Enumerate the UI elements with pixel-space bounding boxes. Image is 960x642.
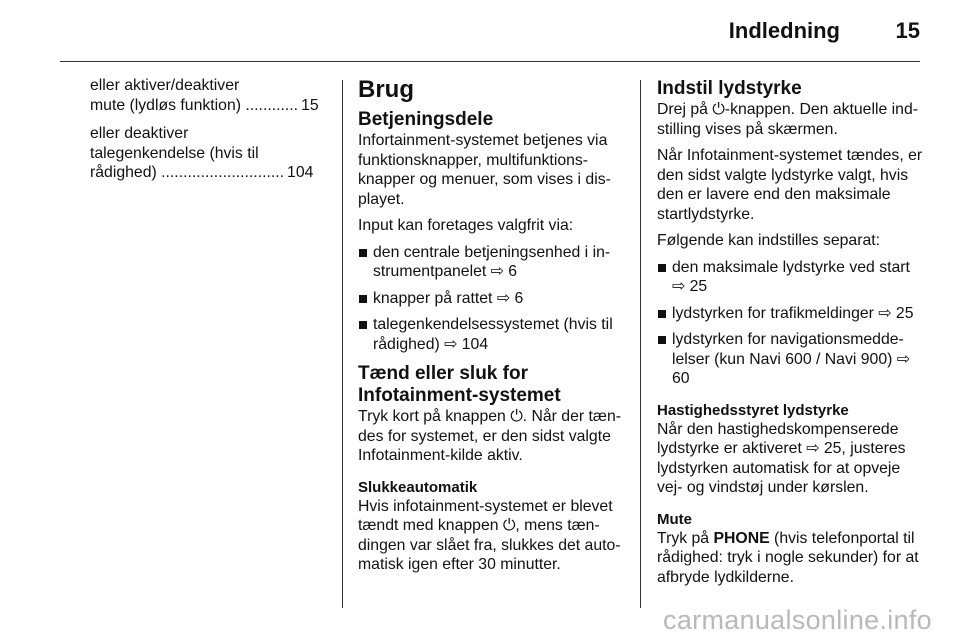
- auto-off-paragraph: Hvis infotainment-systemet er blevet tændt med knappen ⏻, mens tæn-dingen var slået fra, slukkes det auto-matisk igen efter 30 minutter.: [358, 497, 621, 573]
- controls-heading: Betjeningsdele: [358, 109, 494, 130]
- list-item: lydstyrken for trafikmeldinger ⇨ 25: [657, 304, 923, 324]
- list-item: knapper på rattet ⇨ 6: [358, 289, 623, 309]
- mute-text-post: (hvis telefonportal til rådighed: tryk i nogle sekunder) for at afbryde lydkilderne.: [657, 529, 919, 586]
- volume-heading: Indstil lydstyrke: [657, 78, 802, 99]
- index-entry-row: [90, 96, 325, 116]
- volume-paragraph-2: Når Infotainment-systemet tændes, er den sidst valgte lydstyrke valgt, hvis den er lavere end den maksimale startlydstyrke.: [657, 147, 923, 223]
- index-entry-page: 15: [301, 96, 319, 114]
- input-paragraph: Input kan foretages valgfrit via:: [358, 217, 574, 234]
- column-divider-2: [640, 80, 641, 608]
- index-column: [90, 76, 325, 183]
- index-entry-line: eller deaktiver: [90, 125, 189, 142]
- index-entry-label: mute (lydløs funktion) ............: [90, 96, 299, 114]
- page-number: 15: [895, 18, 920, 43]
- mute-text-pre: Tryk på: [657, 529, 714, 547]
- power-heading: Tænd eller sluk for Infotainment-systemet: [358, 363, 561, 406]
- section-title: Brug: [358, 76, 414, 103]
- list-item: talegenkendelsessystemet (hvis til rådighed) ⇨ 104: [358, 315, 623, 354]
- index-entry-mute: [90, 76, 325, 115]
- list-item: den centrale betjeningsenhed i in-strumentpanelet ⇨ 6: [358, 243, 623, 282]
- phone-key-label: PHONE: [713, 529, 770, 547]
- list-item: lydstyrken for navigationsmedde-lelser (kun Navi 600 / Navi 900) ⇨ 60: [657, 330, 923, 389]
- column-divider-1: [342, 80, 343, 608]
- mute-heading: Mute: [657, 510, 692, 528]
- index-entry-row: [90, 163, 325, 183]
- power-paragraph: Tryk kort på knappen ⏻. Når der tæn-des for systemet, er den sidst valgte Infotainment-kilde aktiv.: [358, 408, 622, 464]
- chapter-title: Indledning: [728, 18, 840, 43]
- speed-volume-paragraph: Når den hastighedskompenserede lydstyrke er aktiveret ⇨ 25, justeres lydstyrken automatisk for at opveje vej- og vindstøj under kørslen.: [657, 420, 906, 496]
- watermark: carmanualsonline.info: [663, 605, 932, 635]
- header-rule: [60, 61, 920, 62]
- auto-off-heading: Slukkeautomatik: [358, 478, 478, 496]
- index-entry-line: eller aktiver/deaktiver: [90, 77, 240, 94]
- index-entry-label: rådighed) ............................: [90, 164, 285, 181]
- index-entry-line: talegenkendelse (hvis til: [90, 144, 259, 162]
- index-entry-voice: [90, 124, 325, 183]
- list-item: den maksimale lydstyrke ved start ⇨ 25: [657, 258, 923, 297]
- input-list: [358, 243, 623, 355]
- controls-paragraph: Infortainment-systemet betjenes via funktionsknapper, multifunktions-knapper og menuer, som vises i dis-playet.: [358, 132, 611, 208]
- index-entry-page: 104: [287, 164, 314, 181]
- volume-column: [657, 76, 923, 594]
- mute-paragraph: [657, 529, 923, 588]
- volume-paragraph-3: Følgende kan indstilles separat:: [657, 232, 881, 249]
- volume-paragraph-1: Drej på ⏻-knappen. Den aktuelle ind-stilling vises på skærmen.: [657, 101, 919, 138]
- speed-volume-heading: Hastighedsstyret lydstyrke: [657, 401, 849, 419]
- usage-column: [358, 76, 623, 582]
- volume-list: [657, 258, 923, 389]
